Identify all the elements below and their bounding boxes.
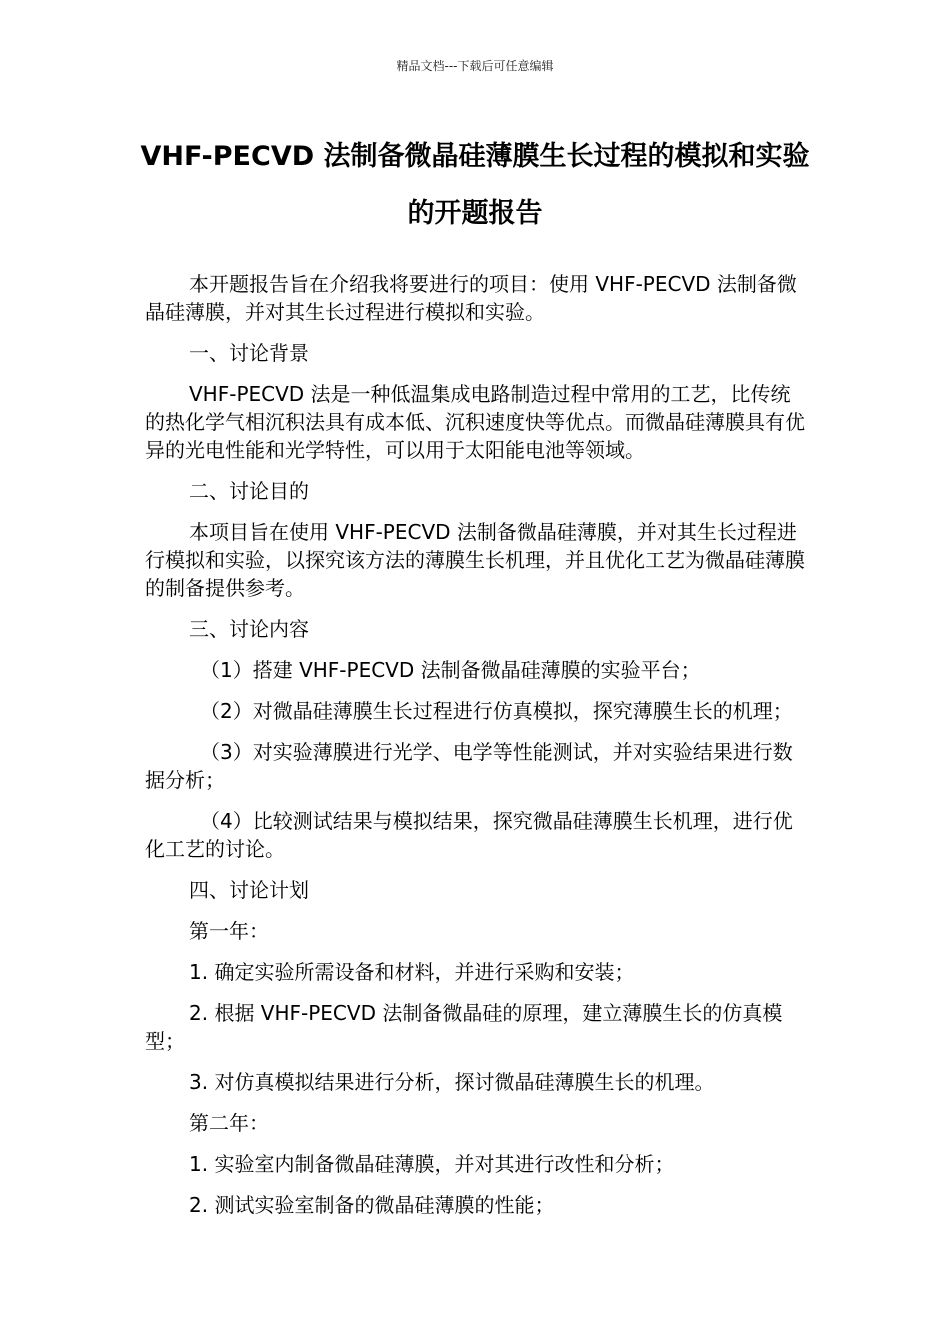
content-item: （2）对微晶硅薄膜生长过程进行仿真模拟，探究薄膜生长的机理；: [200, 699, 793, 723]
plan-item: 2. 根据 VHF-PECVD 法制备微晶硅的原理，建立薄膜生长的仿真模型；: [145, 1001, 783, 1053]
section-heading-background: 一、讨论背景: [189, 341, 309, 365]
plan-year-label: 第二年：: [189, 1111, 269, 1135]
content-item: （3）对实验薄膜进行光学、电学等性能测试，并对实验结果进行数据分析；: [145, 740, 793, 792]
document-body: [145, 270, 810, 1232]
background-paragraph: VHF-PECVD 法是一种低温集成电路制造过程中常用的工艺，比传统的热化学气相沉积法具有成本低、沉积速度快等优点。而微晶硅薄膜具有优异的光电性能和光学特性，可以用于太阳能电池等领域。: [145, 382, 805, 462]
plan-item: 1. 实验室内制备微晶硅薄膜，并对其进行改性和分析；: [189, 1152, 675, 1176]
section-heading-purpose: 二、讨论目的: [189, 479, 309, 503]
intro-paragraph: 本开题报告旨在介绍我将要进行的项目：使用 VHF-PECVD 法制备微晶硅薄膜，并对其生长过程进行模拟和实验。: [145, 272, 797, 324]
page-header-note: 精品文档---下载后可任意编辑: [396, 59, 554, 73]
section-heading-content: 三、讨论内容: [189, 617, 309, 641]
purpose-paragraph: 本项目旨在使用 VHF-PECVD 法制备微晶硅薄膜，并对其生长过程进行模拟和实验，以探究该方法的薄膜生长机理，并且优化工艺为微晶硅薄膜的制备提供参考。: [145, 520, 805, 600]
document-title: VHF-PECVD 法制备微晶硅薄膜生长过程的模拟和实验的开题报告: [140, 141, 810, 229]
plan-year-label: 第一年：: [189, 919, 269, 943]
plan-item: 2. 测试实验室制备的微晶硅薄膜的性能；: [189, 1193, 555, 1217]
content-item: （4）比较测试结果与模拟结果，探究微晶硅薄膜生长机理，进行优化工艺的讨论。: [145, 809, 793, 861]
section-heading-plan: 四、讨论计划: [189, 878, 309, 902]
plan-item: 3. 对仿真模拟结果进行分析，探讨微晶硅薄膜生长的机理。: [189, 1070, 715, 1094]
plan-item: 1. 确定实验所需设备和材料，并进行采购和安装；: [189, 960, 635, 984]
content-item: （1）搭建 VHF-PECVD 法制备微晶硅薄膜的实验平台；: [200, 658, 701, 682]
